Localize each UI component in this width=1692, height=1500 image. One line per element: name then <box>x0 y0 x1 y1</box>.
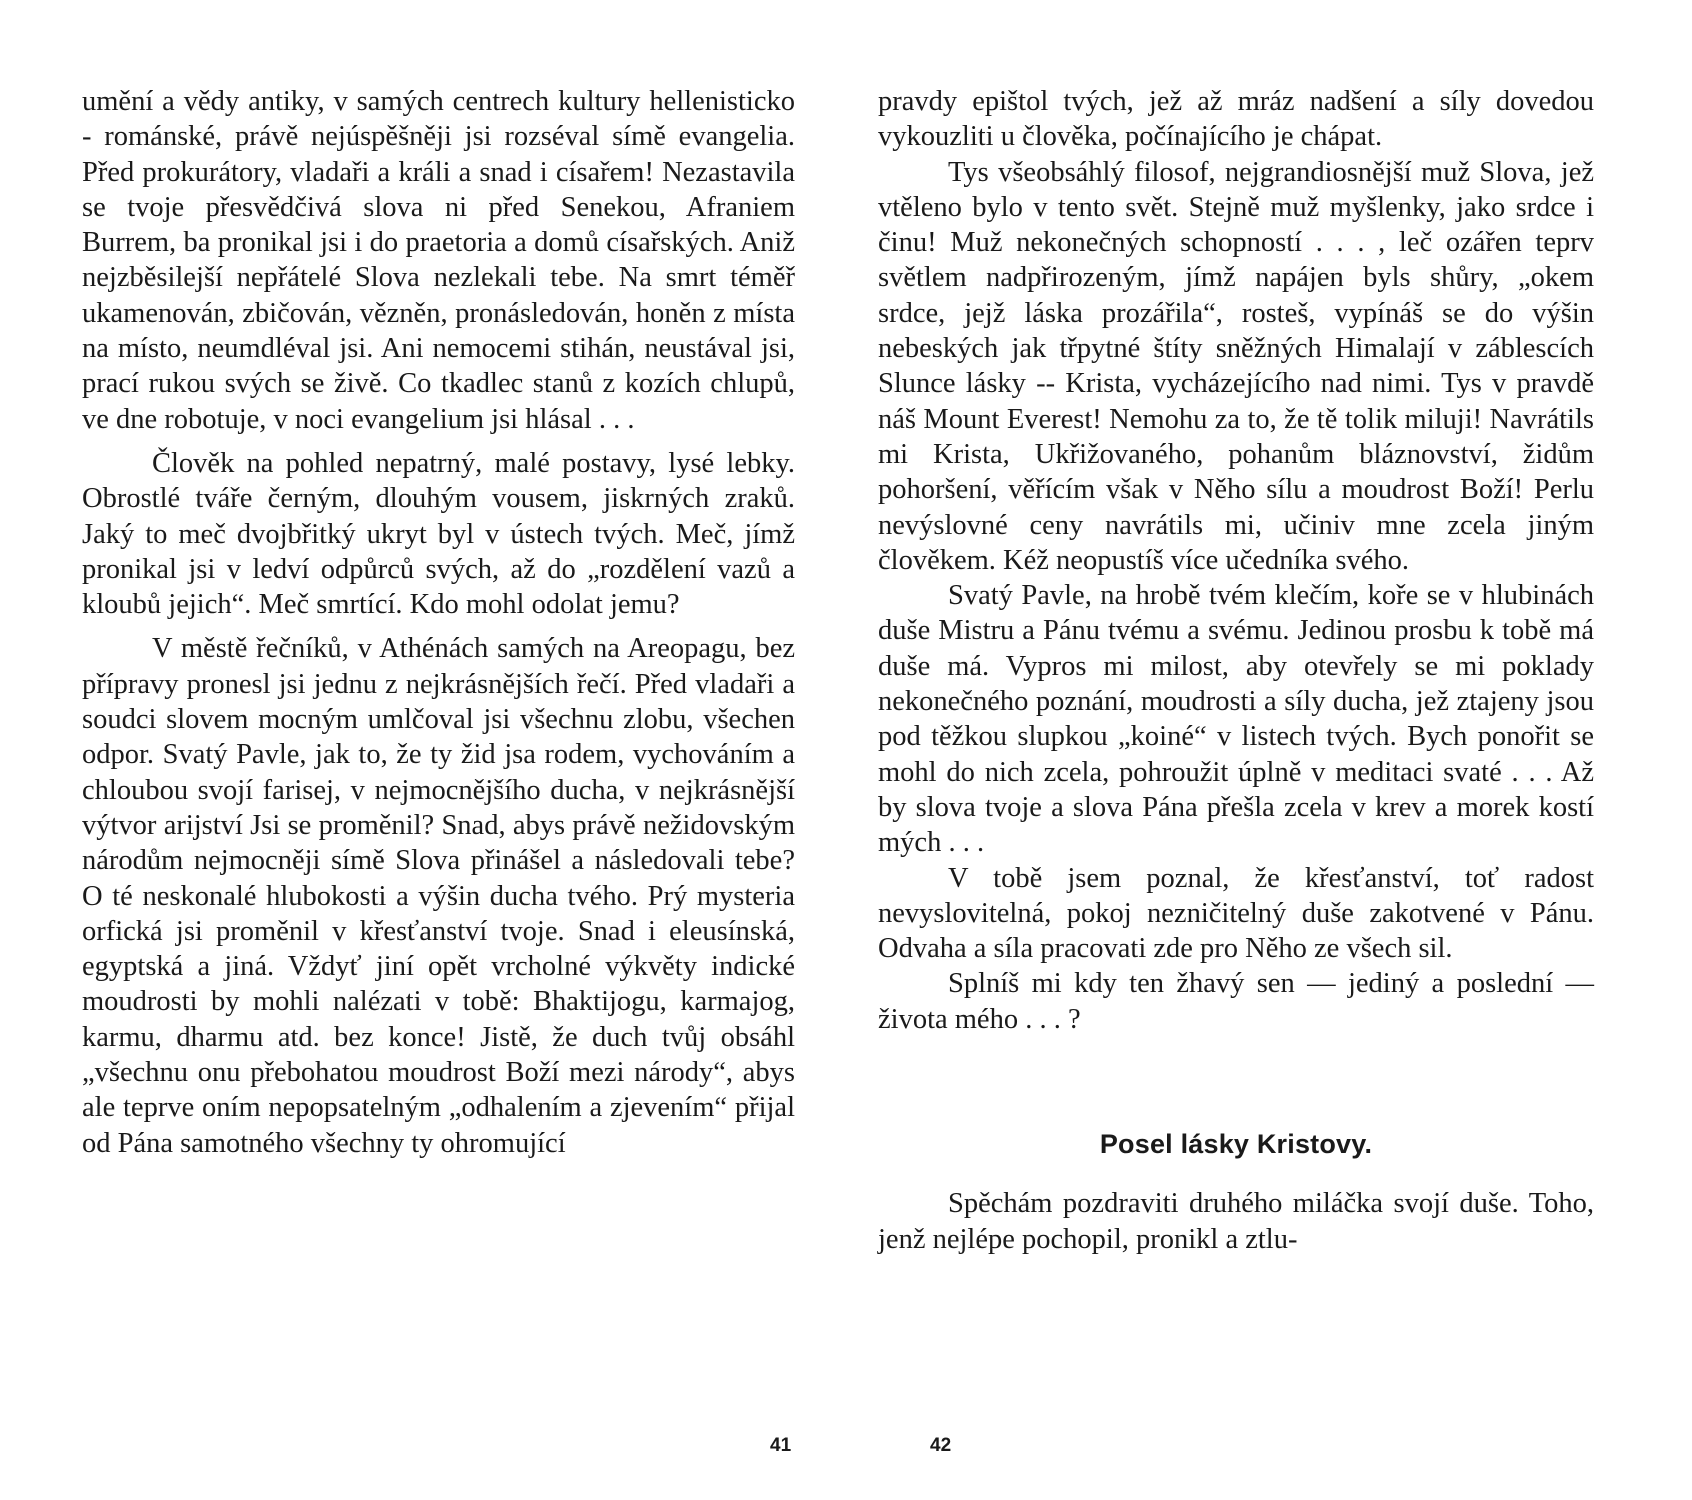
page-number: 42 <box>930 1435 952 1456</box>
paragraph: V tobě jsem poznal, že křesťanství, toť radost nevyslovitelná, pokoj nezničitelný duše zakotvené v Pánu. Odvaha a síla pracovati zde pro Něho ze všech sil. <box>878 862 1594 965</box>
right-page-text <box>878 84 1594 1257</box>
paragraph: Splníš mi kdy ten žhavý sen — jediný a poslední — života mého . . . ? <box>878 968 1594 1035</box>
paragraph: Člověk na pohled nepatrný, malé postavy, lysé lebky. Obrostlé tváře černým, dlouhým vousem, jiskrných zraků. Jaký to meč dvojbřitký ukryt byl v ústech tvých. Meč, jímž pronikal jsi v ledví odpůrců svých, až do „rozdělení vazů a kloubů jejich“. Meč smrtící. Kdo mohl odolat jemu? <box>82 447 795 621</box>
paragraph: Tys všeobsáhlý filosof, nejgrandiosnější muž Slova, jež vtěleno bylo v tento svět. Stejně muž myšlenky, jako srdce i činu! Muž nekonečných schopností . . . , leč ozářen teprv světlem nadpřirozeným, jímž napájen byls shůry, „okem srdce, jejž láska prozářila“, rosteš, vypínáš se do výšin nebeských jak třpytné štíty sněžných Himalají v záblescích Slunce lásky -- Krista, vycházejícího nad nimi. Tys v pravdě náš Mount Everest! Nemohu za to, že tě tolik miluji! Navrátils mi Krista, Ukřižovaného, pohanům bláznovství, židům pohoršení, věřícím však v Něho sílu a moudrost Boží! Perlu nevýslovné ceny navrátils mi, učiniv mne zcela jiným člověkem. Kéž neopustíš více učedníka svého. <box>878 156 1594 576</box>
paragraph: umění a vědy antiky, v samých centrech kultury hellenisticko - románské, právě nejúspěšněji jsi rozséval símě evangelia. Před prokurátory, vladaři a králi a snad i císařem! Nezastavila se tvoje přesvědčivá slova ni před Senekou, Afraniem Burrem, ba pronikal jsi i do praetoria a domů císařských. Aniž nejzběsilejší nepřátelé Slova nezlekali tebe. Na smrt téměř ukamenován, zbičován, vězněn, pronásledován, honěn z místa na místo, neumdléval jsi. Ani nemocemi stihán, neustával jsi, prací rukou svých se živě. Co tkadlec stanů z kozích chlupů, ve dne robotuje, v noci evangelium jsi hlásal . . . <box>82 86 795 435</box>
section-heading: Posel lásky Kristovy. <box>1099 1129 1373 1160</box>
page-number: 41 <box>770 1435 792 1456</box>
paragraph: Svatý Pavle, na hrobě tvém klečím, koře se v hlubinách duše Mistru a Pánu tvému a svému. Jedinou prosbu k tobě má duše má. Vypros mi milost, aby otevřely se mi poklady nekonečného poznání, moudrosti a síly ducha, jež ztajeny jsou pod těžkou slupkou „koiné“ v listech tvých. Bych ponořit se mohl do nich zcela, pohroužit úplně v meditaci svaté . . . Až by slova tvoje a slova Pána přešla zcela v krev a morek kostí mých . . . <box>878 580 1594 859</box>
left-page-text <box>82 84 795 1170</box>
paragraph: pravdy epištol tvých, jež až mráz nadšení a síly dovedou vykouzliti u člověka, počínajícího je chápat. <box>878 86 1594 153</box>
paragraph: Spěchám pozdraviti druhého miláčka svojí duše. Toho, jenž nejlépe pochopil, pronikl a ztlu- <box>878 1188 1594 1255</box>
right-page <box>846 0 1692 1500</box>
paragraph: V městě řečníků, v Athénách samých na Areopagu, bez přípravy pronesl jsi jednu z nejkrásnějších řečí. Před vladaři a soudci slovem mocným umlčoval jsi všechnu zlobu, všechen odpor. Svatý Pavle, jak to, že ty žid jsa rodem, vychováním a chloubou svojí farisej, v nejmocnějšího ducha, v nejkrásnější výtvor arijství Jsi se proměnil? Snad, abys právě nežidovským národům nejmocněji símě Slova přinášel a následovali tebe? O té neskonalé hlubokosti a výšin ducha tvého. Prý mysteria orfická jsi proměnil v křesťanství tvoje. Snad i eleusínská, egyptská a jiná. Vždyť jiní opět vrcholné výkvěty indické moudrosti by mohli nalézati v tobě: Bhaktijogu, karmajog, karmu, dharmu atd. bez konce! Jistě, že duch tvůj obsáhl „všechnu onu přebohatou moudrost Boží mezi národy“, abys ale teprve oním nepopsatelným „odhalením a zjevením“ přijal od Pána samotného všechny ty ohromující <box>82 633 795 1159</box>
